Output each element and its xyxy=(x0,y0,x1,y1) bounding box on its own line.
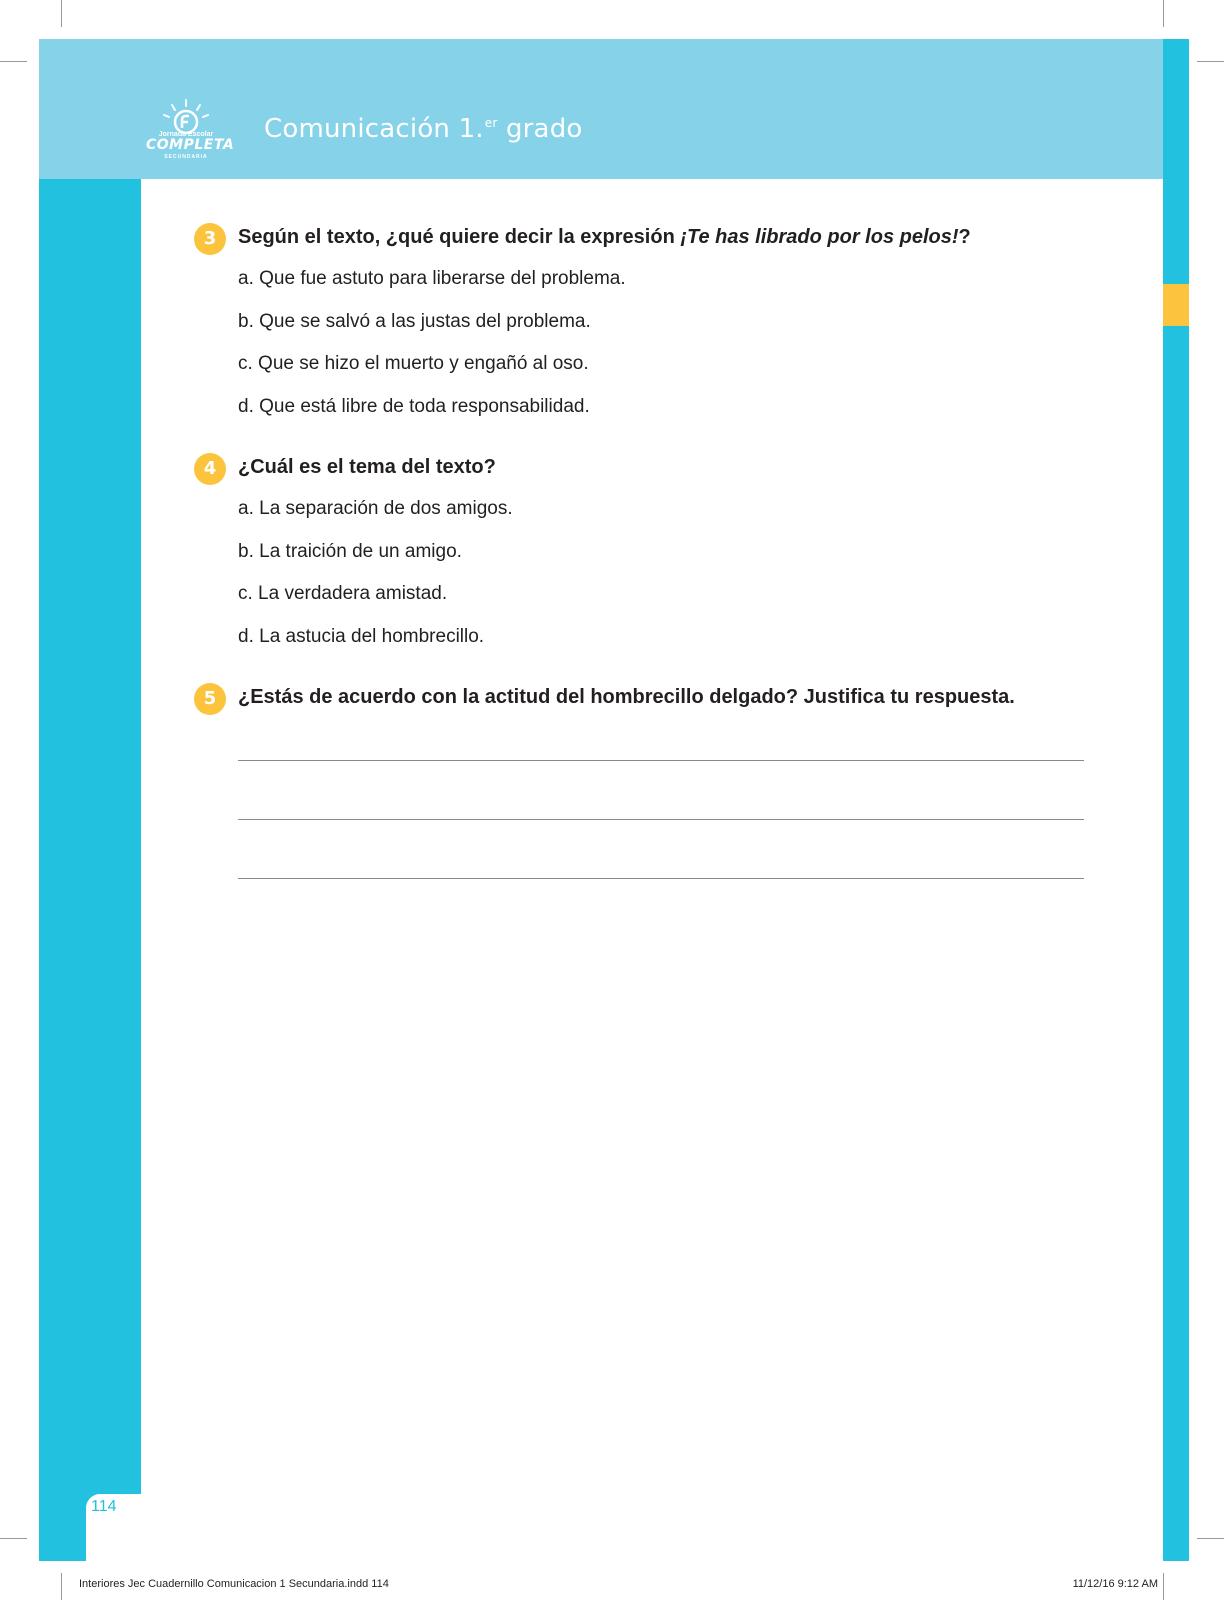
crop-mark xyxy=(61,1573,62,1600)
question-number-badge: 3 xyxy=(194,223,226,255)
option-3a: a. Que fue astuto para liberarse del problema. xyxy=(238,268,626,289)
answer-line[interactable] xyxy=(238,760,1084,761)
logo-top-text: Jornada Escolar xyxy=(158,131,214,138)
question-number-badge: 5 xyxy=(194,683,226,715)
page-number: 114 xyxy=(91,1498,117,1515)
crop-mark xyxy=(0,61,27,62)
option-3b: b. Que se salvó a las justas del problema. xyxy=(238,311,591,332)
option-4c: c. La verdadera amistad. xyxy=(238,583,448,604)
option-3c: c. Que se hizo el muerto y engañó al oso. xyxy=(238,353,589,374)
section-tab-marker xyxy=(1163,284,1189,326)
option-3d: d. Que está libre de toda responsabilidad. xyxy=(238,396,590,417)
footer-timestamp: 11/12/16 9:12 AM xyxy=(1072,1578,1158,1590)
crop-mark xyxy=(1163,1573,1164,1600)
answer-line[interactable] xyxy=(238,819,1084,820)
option-4b: b. La traición de un amigo. xyxy=(238,541,462,562)
right-edge-strip xyxy=(1163,39,1189,1561)
logo-wordmark: COMPLETA xyxy=(146,137,235,153)
page-title: Comunicación 1.$^{er}$ grado xyxy=(264,114,583,144)
crop-mark xyxy=(1163,0,1164,27)
left-sidebar-bar xyxy=(39,179,141,1561)
option-4a: a. La separación de dos amigos. xyxy=(238,498,513,519)
question-3-text: Según el texto, ¿qué quiere decir la expresión ¡Te has librado por los pelos!? xyxy=(238,226,971,248)
answer-line[interactable] xyxy=(238,878,1084,879)
footer-file-info: Interiores Jec Cuadernillo Comunicacion 1 Secundaria.indd 114 xyxy=(79,1578,389,1590)
question-number-badge: 4 xyxy=(194,453,226,485)
crop-mark xyxy=(0,1538,27,1539)
question-4-text: ¿Cuál es el tema del texto? xyxy=(238,456,496,478)
crop-mark xyxy=(61,0,62,27)
crop-mark xyxy=(1197,61,1224,62)
logo-subtitle: SECUNDARIA xyxy=(164,154,208,160)
question-5-text: ¿Estás de acuerdo con la actitud del hombrecillo delgado? Justifica tu respuesta. xyxy=(238,686,1015,708)
crop-mark xyxy=(1197,1538,1224,1539)
option-4d: d. La astucia del hombrecillo. xyxy=(238,626,485,647)
